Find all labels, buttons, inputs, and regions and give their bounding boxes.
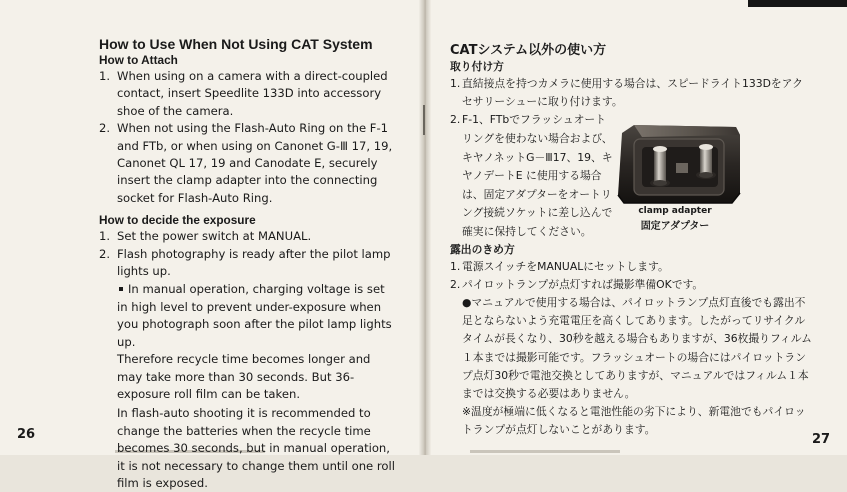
page-edge-bar [748,0,847,7]
left-page-number: 26 [17,427,36,442]
right-exposure-item-1 [450,258,812,276]
right-attach-item-1-text: 直結接点を持つカメラに使用する場合は、スピードライト133Dをアクセサリーシューに取り付けます。 [462,77,803,109]
attach-item-2-text: When not using the Flash-Auto Ring on the F-1 and FTb, or when using on Canonet G-Ⅲ 17, 19, Canonet QL 17, 19 and Canodate E, securely insert the clamp adapter into the connecting socket for Flash-Auto Ring. [117,121,393,205]
recycle-note: Therefore recycle time becomes longer and may take more than 30 seconds. But 36-exposure roll film can be taken. [117,352,371,401]
exposure-item-1-text: Set the power switch at MANUAL. [117,229,312,244]
battery-note: In flash-auto shooting it is recommended to change the batteries when the recycle time becomes 30 seconds, but in manual operation, it is not necessary to change them until one roll film is exposed. [117,406,395,490]
right-attach-item-2 [450,111,616,241]
right-attach-item-2-number: 2. [450,113,461,127]
right-exposure-item-2 [450,276,812,440]
left-page-title: How to Use When Not Using CAT System [99,36,373,52]
square-bullet-icon [119,287,123,291]
right-exposure-item-1-text: 電源スイッチをMANUALにセットします。 [462,259,669,273]
exposure-item-2-number: 2. [99,246,111,261]
caption-english: clamp adapter [638,206,712,216]
right-page-title: CATシステム以外の使い方 [450,43,607,58]
exposure-item-1-number: 1. [99,229,111,244]
right-attach-heading: 取り付け方 [450,60,504,73]
right-exposure-item-1-number: 1. [450,259,461,273]
figure-caption [600,205,750,234]
exposure-item-2-text: Flash photography is ready after the pilot lamp lights up. [117,246,391,279]
exposure-list [99,228,395,492]
exposure-item-1 [99,228,395,245]
gutter-mark [423,105,425,135]
right-caution-note: ※温度が極端に低くなると電池性能の劣下により、新電池でもパイロットランプが点灯しないことがあります。 [462,405,806,437]
exposure-heading: How to decide the exposure [99,213,256,228]
attach-item-2-number: 2. [99,121,111,136]
right-page-number: 27 [812,432,831,447]
right-attach-item-1 [450,75,812,111]
right-manual-note: ●マニュアルで使用する場合は、パイロットランプ点灯直後でも露出不足とならないよう充電電圧を高くしてあります。したがってリサイクルタイムが長くなり、30秒を越える場合もありますが、36枚撮りフィルム１本までは撮影可能です。フラッシュオートの場合にはパイロットランプ点灯30秒で電池交換としてありますが、マニュアルではフィルム１本までは交換する必要はありません。 [462,295,812,400]
left-page-content [99,36,395,492]
clamp-adapter-photo [614,123,743,205]
attach-heading: How to Attach [99,53,178,67]
right-exposure-item-2-text: パイロットランプが点灯すれば撮影準備OKです。 [462,277,704,291]
right-exposure-heading: 露出のきめ方 [450,242,515,256]
manual-note [117,281,395,351]
right-attach-item-1-number: 1. [450,77,461,90]
manual-note-text: In manual operation, charging voltage is set in high level to prevent under-exposure when you photograph soon after the pilot lamp lights up. [117,282,392,349]
attach-list [99,68,395,207]
attach-item-1-number: 1. [99,69,111,83]
attach-item-1 [99,68,395,120]
caption-japanese: 固定アダプター [640,221,710,232]
attach-item-2 [99,120,395,207]
attach-item-1-text: When using on a camera with a direct-coupled contact, insert Speedlite 133D into accessory shoe of the camera. [117,69,388,118]
next-page-bleed-right [470,450,620,453]
book-gutter [419,0,431,455]
exposure-item-2 [99,246,395,492]
right-exposure-list [450,258,812,440]
right-page-content [450,42,812,440]
right-exposure-item-2-number: 2. [450,277,461,291]
right-attach-item-2-text: F-1、FTbでフラッシュオートリングを使わない場合および、キヤノネットG－Ⅲ17、19、キヤノデートE に使用する場合は、固定アダプターをオートリング接続ソケットに差し込んで確実に保持してください。 [462,113,613,238]
